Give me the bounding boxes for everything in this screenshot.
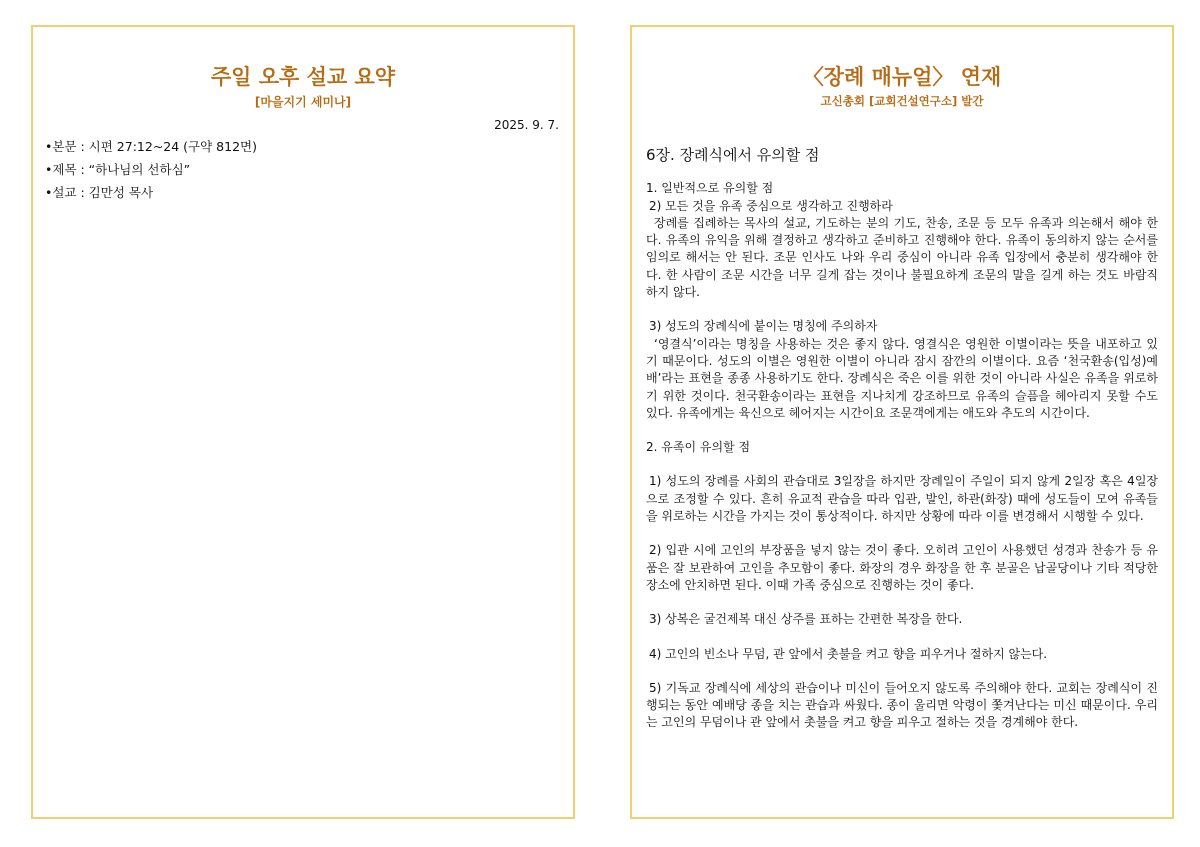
list-item: 1) 성도의 장례를 사회의 관습대로 3일장을 하지만 장례일이 주일이 되지 않게 2일장 혹은 4일장으로 조정할 수 있다. 흔히 유교적 관습을 따라 입관, 발인, 하관(화장) 때에 성도들이 모여 유족들을 위로하는 시간을 가지는 것이 통상적이다. 하지만 상황에 따라 이를 변경해서 시행할 수 있다. bbox=[646, 474, 1158, 524]
subsection-heading: 2) 모든 것을 유족 중심으로 생각하고 진행하라 bbox=[649, 198, 893, 213]
paragraph: ‘영결식’이라는 명칭을 사용하는 것은 좋지 않다. 영결식은 영원한 이별이라는 뜻을 내포하고 있기 때문이다. 성도의 이별은 영원한 이별이 아니라 잠시 잠깐의 이별이다. 요즘 ‘천국환송(입성)예배’라는 표현을 종종 사용하기도 한다. 장례식은 죽은 이를 위한 것이 아니라 사실은 유족을 위로하기 위한 것이다. 천국환송이라는 표현을 지나치게 강조하므로 유족의 슬픔을 헤아리지 못할 수도 있다. 유족에게는 육신으로 헤어지는 시간이요 조문객에게는 애도와 추도의 시간이다. bbox=[646, 336, 1158, 420]
list-item: 4) 고인의 빈소나 무덤, 관 앞에서 촛불을 켜고 향을 피우거나 절하지 않는다. bbox=[649, 646, 1048, 661]
article-body bbox=[646, 147, 1158, 732]
list-item: 2) 입관 시에 고인의 부장품을 넣지 않는 것이 좋다. 오히려 고인이 사용했던 성경과 찬송가 등 유품은 잘 보관하여 고인을 추모함이 좋다. 화장의 경우 화장을 한 후 분골은 납골당이나 기타 적당한 장소에 안치하면 된다. 이때 가족 중심으로 진행하는 것이 좋다. bbox=[646, 543, 1158, 592]
sermon-info-list bbox=[45, 135, 257, 204]
paragraph: 장례를 집례하는 목사의 설교, 기도하는 분의 기도, 찬송, 조문 등 모두 유족과 의논해서 해야 한다. 유족의 유익을 위해 결정하고 생각하고 준비하고 진행해야 한다. 유족이 동의하지 않는 순서를 임의로 해서는 안 된다. 조문 인사도 나와 우리 중심이 아니라 유족 입장에서 충분히 생각해야 한다. 한 사람이 조문 시간을 너무 길게 잡는 것이나 불필요하게 조문의 말을 길게 하는 것도 바람직하지 않다. bbox=[646, 215, 1158, 300]
section-heading: 2. 유족이 유의할 점 bbox=[646, 440, 751, 455]
left-page bbox=[31, 25, 575, 819]
sermon-text-item: •본문 : 시편 27:12~24 (구약 812면) bbox=[45, 139, 257, 154]
subsection-heading: 3) 성도의 장례식에 붙이는 명칭에 주의하자 bbox=[649, 319, 878, 334]
date-label: 2025. 9. 7. bbox=[494, 118, 559, 132]
chapter-heading: 6장. 장례식에서 유의할 점 bbox=[646, 146, 820, 164]
series-title: 〈장례 매뉴얼〉 연재 bbox=[802, 65, 1002, 89]
page-subtitle: [마을지기 세미나] bbox=[254, 95, 352, 109]
list-item: 5) 기독교 장례식에 세상의 관습이나 미신이 들어오지 않도록 주의해야 한다. 교회는 장례식이 진행되는 동안 예배당 종을 치는 관습과 싸웠다. 종이 울리면 악령이 쫓겨난다는 미신 때문이다. 우리는 고인의 무덤이나 관 앞에서 촛불을 켜고 향을 피우고 절하는 것을 경계해야 한다. bbox=[646, 680, 1158, 730]
section-heading: 1. 일반적으로 유의할 점 bbox=[646, 181, 774, 196]
sermon-preacher-item: •설교 : 김만성 목사 bbox=[45, 185, 154, 200]
right-page bbox=[630, 25, 1174, 819]
page-title: 주일 오후 설교 요약 bbox=[210, 65, 396, 89]
sermon-title-item: •제목 : “하나님의 선하심” bbox=[45, 162, 191, 177]
list-item: 3) 상복은 굴건제복 대신 상주를 표하는 간편한 복장을 한다. bbox=[649, 612, 963, 627]
series-subtitle: 고신총회 [교회건설연구소] 발간 bbox=[820, 94, 984, 108]
